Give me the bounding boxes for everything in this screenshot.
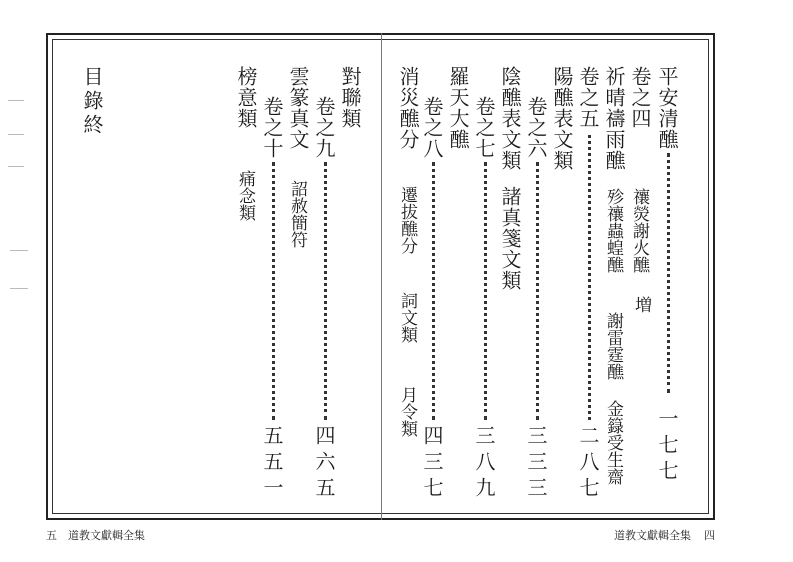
toc-entry-yangjiao: 陽醮表文類 <box>550 66 574 171</box>
toc-leader-dots <box>536 162 539 420</box>
toc-entry-qiqing: 祈晴禱雨醮 <box>602 66 626 171</box>
toc-entry-zhenrang: 殄禳蟲蝗醮 <box>603 188 623 273</box>
toc-leader-dots <box>667 153 670 393</box>
toc-entry-juan6: 卷之六 <box>524 96 548 159</box>
toc-leader-dots <box>588 135 591 420</box>
scan-mark <box>8 134 24 135</box>
toc-leader-dots <box>324 162 327 420</box>
toc-entry-zhuzhen: 諸真箋文類 <box>498 186 522 291</box>
toc-entry-juan9: 卷之九 <box>312 96 336 159</box>
toc-leader-dots <box>272 162 275 420</box>
toc-leader-dots <box>432 162 435 420</box>
toc-entry-fuying: 禳熒謝火醮 <box>629 188 649 273</box>
toc-entry-yunzhuan: 雲篆真文 <box>286 66 310 150</box>
toc-entry-xiaozai: 消災醮分 <box>396 66 420 150</box>
toc-page-pingan: 一七七 <box>655 408 679 486</box>
scan-mark <box>8 100 24 101</box>
toc-page-juan8: 四三七 <box>420 425 444 503</box>
scan-mark <box>8 166 24 167</box>
toc-entry-juan5: 卷之五 <box>576 66 600 129</box>
toc-entry-yueling: 月令類 <box>397 386 417 437</box>
toc-entry-juan7: 卷之七 <box>472 96 496 159</box>
toc-entry-juan4: 卷之四 <box>628 66 652 129</box>
toc-entry-zhaoshe: 詔赦簡符 <box>287 180 307 248</box>
toc-entry-pingan: 平安清醮 <box>655 66 679 150</box>
footer-left-page-number: 五 <box>46 529 57 542</box>
toc-page-juan7: 三八九 <box>472 425 496 503</box>
toc-entry-jinlu: 金籙受生齋 <box>603 400 623 485</box>
toc-entry-yinjiao: 陰醮表文類 <box>498 66 522 171</box>
toc-entry-qianba: 遷拔醮分 <box>397 186 417 254</box>
book-gutter <box>381 33 382 520</box>
scan-mark <box>10 250 28 251</box>
toc-page-juan9: 四六五 <box>312 425 336 503</box>
toc-entry-bangyi: 榜意類 <box>234 66 258 129</box>
footer-left-title: 道教文獻輯全集 <box>68 529 145 542</box>
toc-page-juan6: 三三三 <box>524 425 548 503</box>
toc-entry-juan8: 卷之八 <box>420 96 444 159</box>
toc-leader-dots <box>484 162 487 420</box>
toc-end-mark: 目錄終 <box>80 66 104 138</box>
toc-entry-fuying-extra: 増 <box>631 296 651 313</box>
toc-entry-duilian: 對聯類 <box>338 66 362 129</box>
scan-mark <box>10 288 28 289</box>
toc-page-juan10: 五五一 <box>260 425 284 503</box>
toc-entry-ciwen: 詞文類 <box>397 292 417 343</box>
footer-right-page-number: 四 <box>704 529 715 542</box>
toc-entry-tongnian: 痛念類 <box>235 170 255 221</box>
toc-entry-juan10: 卷之十 <box>260 96 284 159</box>
toc-page-juan5: 二八七 <box>576 425 600 503</box>
toc-entry-luotian: 羅天大醮 <box>446 66 470 150</box>
footer-right-title: 道教文獻輯全集 <box>614 529 691 542</box>
toc-entry-xieleiting: 謝雷霆醮 <box>603 312 623 380</box>
